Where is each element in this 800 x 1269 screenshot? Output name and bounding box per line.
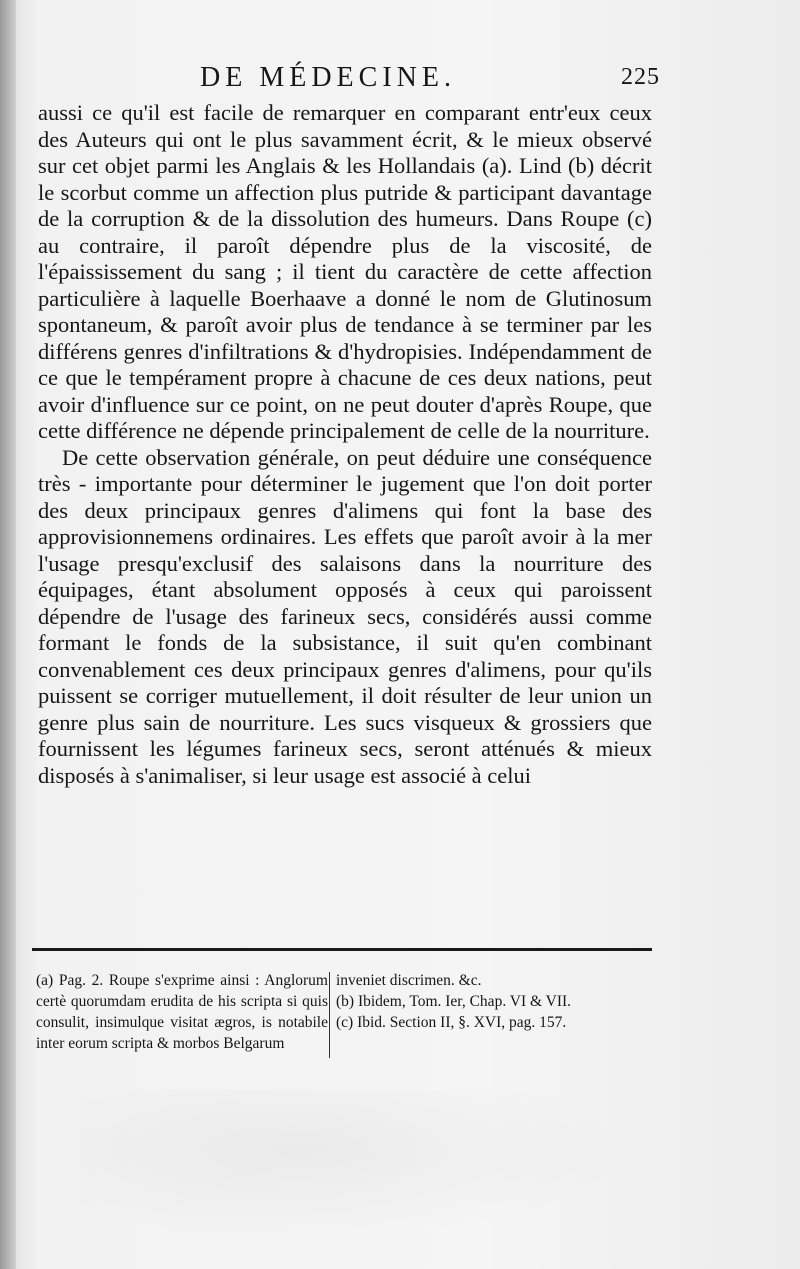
footnote-column-left <box>36 970 328 1054</box>
paper-stain <box>80 1090 640 1240</box>
running-head: DE MÉDECINE. <box>200 62 456 93</box>
paragraph: De cette observation générale, on peut déduire une conséquence très - importante pour déterminer le jugement que l'on doit porter des deux principaux genres d'alimens qui font la base des approvisionnemens ordinaires. Les effets que paroît avoir à la mer l'usage presqu'exclusif des salaisons dans la nourriture des équipages, étant absolument opposés à ceux qui paroissent dépendre de l'usage des farineux secs, considérés aussi comme formant le fonds de la subsistance, il suit qu'en combinant convenablement ces deux principaux genres d'alimens, pour qu'ils puissent se corriger mutuellement, il doit résulter de leur union un genre plus sain de nourriture. Les sucs visqueux & grossiers que fournissent les légumes farineux secs, seront atténués & mieux disposés à s'animaliser, si leur usage est associé à celui <box>38 444 652 788</box>
footnote-a: (a) Pag. 2. Roupe s'exprime ainsi : Anglorum certè quorumdam erudita de his scripta si quis consulit, insimulque visitat ægros, is notabile inter eorum scripta & morbos Belgarum <box>36 972 328 1052</box>
footnote-c: (c) Ibid. Section II, §. XVI, pag. 157. <box>336 1014 567 1031</box>
page-header <box>40 62 660 102</box>
footnote-rule <box>32 948 652 951</box>
footnote-b: (b) Ibidem, Tom. Ier, Chap. VI & VII. <box>336 993 572 1010</box>
main-text <box>38 100 652 789</box>
paragraph: aussi ce qu'il est facile de remarquer en comparant entr'eux ceux des Auteurs qui ont le plus savamment écrit, & le mieux observé sur cet objet parmi les Anglais & les Hollandais (a). Lind (b) décrit le scorbut comme un affection plus putride & participant davantage de la corruption & de la dissolution des humeurs. Dans Roupe (c) au contraire, il paroît dépendre plus de la viscosité, de l'épaississement du sang ; il tient du caractère de cette affection particulière à laquelle Boerhaave a donné le nom de Glutinosum spontaneum, & paroît avoir plus de tendance à se terminer par les différens genres d'infiltrations & d'hydropisies. Indépendamment de ce que le tempérament propre à chacune de ces deux nations, peut avoir d'influence sur ce point, on ne peut douter d'après Roupe, que cette différence ne dépende principalement de celle de la nourriture. <box>38 100 652 443</box>
footnotes <box>36 970 656 1070</box>
footnote-column-divider <box>329 972 330 1058</box>
page-gutter <box>0 0 16 1269</box>
footnote-line: inveniet discrimen. &c. <box>336 972 482 989</box>
footnote-column-right <box>336 970 656 1033</box>
page-number: 225 <box>621 64 660 90</box>
